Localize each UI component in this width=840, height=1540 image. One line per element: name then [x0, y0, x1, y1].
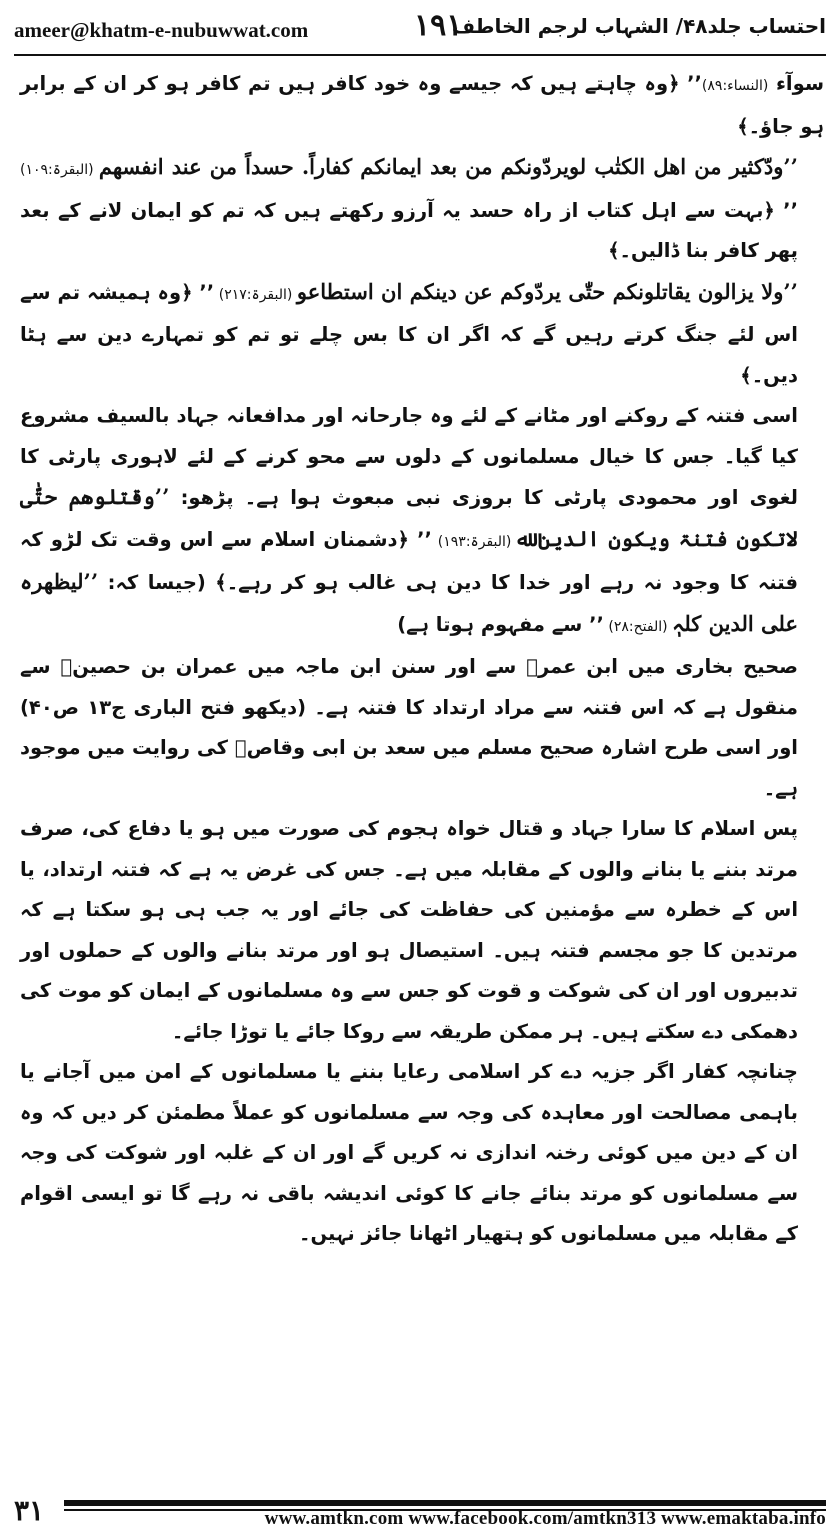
verse-reference: (النساء:۸۹): [701, 78, 769, 94]
body-paragraph: [20, 272, 824, 397]
verse-reference: (الفتح:۲۸): [603, 618, 673, 635]
arabic-quote: ’’لیظھرہ علی الدین کلہٖ: [20, 569, 798, 636]
footer-page-number: ۳۱: [14, 1496, 45, 1527]
footer-rule: [64, 1500, 826, 1506]
paragraph-text: چنانچہ کفار اگر جزیہ دے کر اسلامی رعایا بننے یا مسلمانوں کے امن میں آجانے یا باہمی مصالحت اور معاہدہ کی وجہ سے مسلمانوں کو عملاً مطمئن کر دیں کہ وہ ان کے دین میں کوئی رخنہ اندازی نہ کریں گے اور ان کے غلبہ اور شوکت کی وجہ سے مسلمانوں کو مرتد بنائے جانے کا کوئی اندیشہ باقی نہ رہے گا تو ایسی اقوام کے مقابلہ میں مسلمانوں کو ہتھیار اٹھانا جائز نہیں۔: [20, 1060, 798, 1245]
paragraph-text: ’’ ﴿وہ چاہتے ہیں کہ جیسے وہ خود کافر ہیں تم کافر ہو کر ان کے برابر ہو جاؤ۔﴾: [20, 72, 824, 138]
paragraph-text: ’’ ﴿وہ ہمیشہ تم سے اس لئے جنگ کرتے رہیں گے کہ اگر ان کا بس چلے تو تم کو تمہارے دین سے ہٹا دیں۔﴾: [20, 280, 798, 387]
page-footer: [14, 1496, 826, 1532]
paragraph-text: اسی فتنہ کے روکنے اور مٹانے کے لئے وہ جارحانہ اور مدافعانہ جہاد بالسیف مشروع کیا گیا۔ جس کا خیال مسلمانوں کے دلوں سے محو کرنے کے لئے لاہوری پارٹی کا لغوی اور محمودی پارٹی کا بروزی نبی مبعوث ہوا ہے۔ پڑھو:: [20, 404, 798, 509]
verse-reference: (البقرۃ:۱۹۳): [431, 533, 518, 550]
header-rule: [14, 54, 826, 56]
paragraph-text: ’’ ﴿دشمنان اسلام سے اس وقت تک لڑو کہ فتنہ کا وجود نہ رہے اور خدا کا دین ہی غالب ہو کر رہے۔﴾ (جیسا کہ:: [20, 527, 798, 594]
footer-links: www.amtkn.com www.facebook.com/amtkn313 www.emaktaba.info: [264, 1508, 826, 1529]
paragraph-text: صحیح بخاری میں ابن عمرؓ سے اور سنن ابن ماجہ میں عمران بن حصینؓ سے منقول ہے کہ اس فتنہ سے مراد ارتداد کا فتنہ ہے۔ (دیکھو فتح الباری ج۱۳ ص۴۰) اور اسی طرح اشارہ صحیح مسلم میں سعد بن ابی وقاصؓ کی روایت میں موجود ہے۔: [20, 655, 798, 800]
header-book-title: احتساب جلد۴۸/ الشہاب لرجم الخاطف: [451, 14, 826, 38]
page-header: [14, 8, 826, 52]
paragraph-text: پس اسلام کا سارا جہاد و قتال خواہ ہجوم کی صورت میں ہو یا دفاع کی، صرف مرتد بننے یا بنانے والوں کے مقابلہ میں ہے۔ جس کی غرض یہ ہے کہ فتنہ ارتداد، یا اس کے خطرہ سے مؤمنین کی حفاظت کی جائے اور یہ جب ہی ہو سکتا ہے کہ مرتدین کا جو مجسم فتنہ ہیں۔ استیصال ہو اور مرتد بنانے والوں کے حملوں اور تدبیروں اور ان کی شوکت و قوت کو جس سے وہ مسلمانوں کے ایمان کو موت کی دھمکی دے سکتے ہیں۔ ہر ممکن طریقہ سے روکا جائے یا توڑا جائے۔: [20, 817, 798, 1043]
page-body: [20, 64, 824, 1255]
arabic-quote: ’’ولا یزالون یقاتلونکم حتّٰی یردّوکم عن دینکم ان استطاعو: [296, 278, 798, 304]
body-paragraph: [20, 147, 824, 272]
body-paragraph: [20, 1052, 824, 1255]
body-paragraph: [20, 396, 824, 647]
arabic-quote: ’’وقٰتلوھم حتّٰی لاتکون فتنۃ ویکون الدین ﷲ: [20, 484, 798, 551]
header-page-number: ۱۹۱: [414, 9, 463, 42]
paragraph-text: ’’ سے مفہوم ہوتا ہے): [397, 612, 604, 636]
arabic-quote: ’’ودّکثیر من اھل الکتٰب لویردّونکم من بعد ایمانکم کفاراً. حسداً من عند انفسھم: [98, 154, 798, 179]
verse-reference: (البقرۃ:۲۱۷): [214, 286, 297, 303]
paragraph-text: ’’ ﴿بہت سے اہل کتاب از راہ حسد یہ آرزو رکھتے ہیں کہ تم کو ایمان لانے کے بعد پھر کافر بنا ڈالیں۔﴾: [20, 198, 798, 262]
header-email: ameer@khatm-e-nubuwwat.com: [14, 18, 309, 42]
paragraph-text: سوآء: [768, 72, 825, 95]
verse-reference: (البقرۃ:۱۰۹): [20, 162, 99, 178]
body-paragraph: [20, 647, 824, 809]
body-paragraph: [20, 64, 824, 147]
body-paragraph: [20, 809, 824, 1052]
